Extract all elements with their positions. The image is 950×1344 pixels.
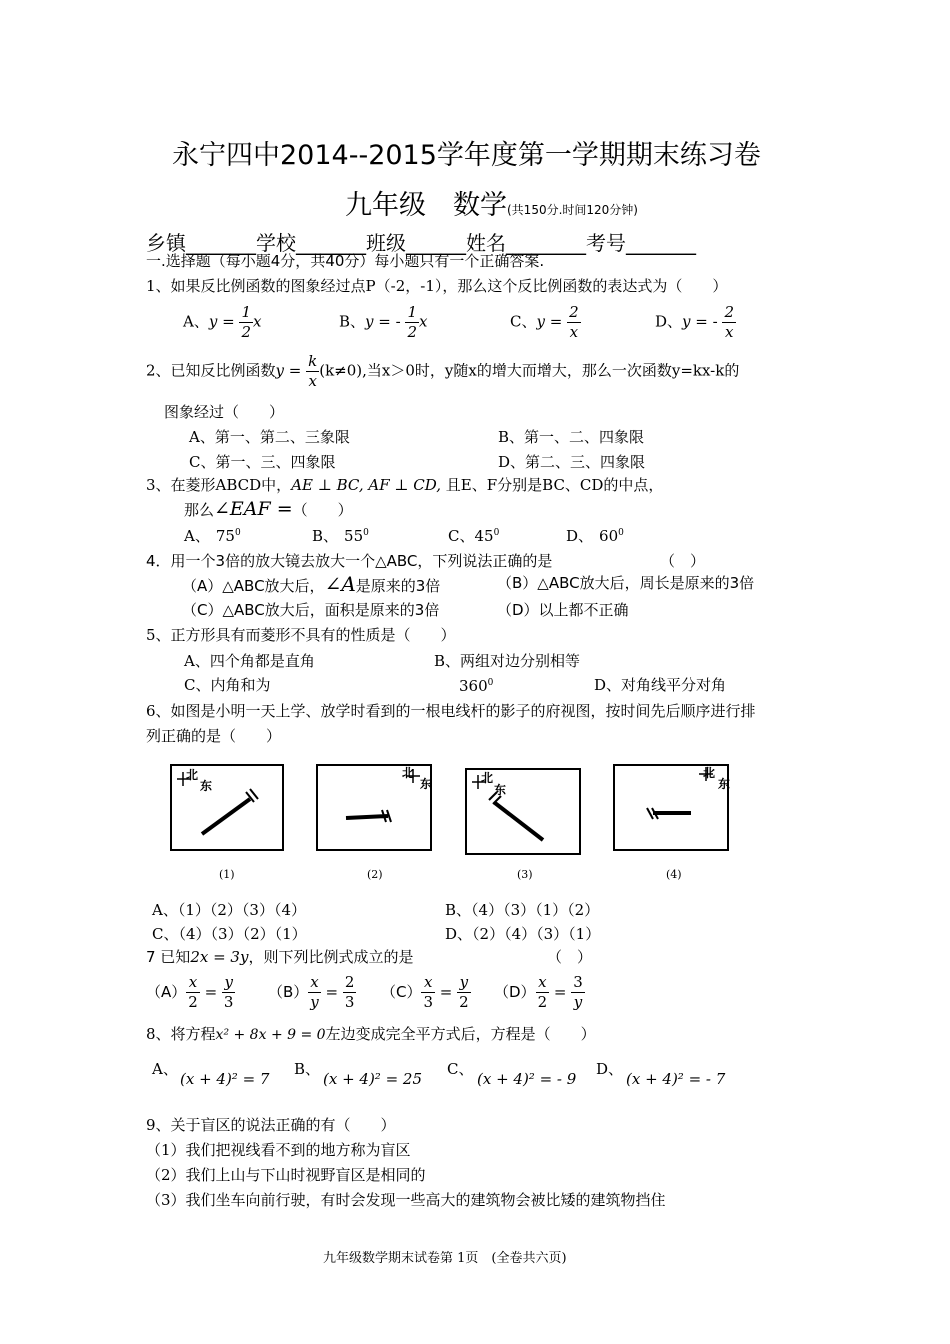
subtitle: [345, 183, 638, 222]
q3-option-a: A、 $75^0$: [184, 527, 241, 545]
section-heading: 一.选择题（每小题4分，共40分）每小题只有一个正确答案.: [146, 252, 545, 270]
question-3-stem: 3、在菱形ABCD中，AE ⊥ BC, AF ⊥ CD, 且E、F分别是BC、CD的中点，: [146, 476, 664, 494]
q8-option-a-label: A、: [152, 1060, 178, 1078]
q3-option-b: B、 $55^0$: [312, 527, 369, 545]
q9-statement-1: （1）我们把视线看不到的地方称为盲区: [146, 1141, 411, 1159]
question-7-stem: 7 已知2x = 3y，则下列比例式成立的是: [146, 948, 414, 966]
east-label: 东: [420, 777, 433, 791]
subtitle-main: 九年级 数学: [345, 190, 507, 221]
shadow-figure-2: [316, 764, 436, 854]
q6-option-d: D、（2）（4）（3）（1）: [445, 925, 601, 943]
north-label: 北: [703, 766, 716, 780]
q6-option-c: C、（4）（3）（2）（1）: [152, 925, 307, 943]
q5-option-c: C、内角和为: [184, 676, 271, 694]
q7-option-d: （D） $\frac{x}{2}$ = $\frac{3}{y}$: [494, 973, 583, 1011]
question-3-line2: 那么∠EAF =（ ）: [184, 498, 353, 520]
q4-option-c: （C）△ABC放大后，面积是原来的3倍: [182, 601, 440, 619]
question-7-paren: （ ）: [547, 948, 593, 966]
q5-option-d: D、对角线平分对角: [594, 676, 727, 694]
q5-option-a: A、四个角都是直角: [184, 652, 315, 670]
q8-option-d-label: D、: [596, 1060, 624, 1078]
q6-option-a: A、（1）（2）（3）（4）: [152, 901, 307, 919]
q8-option-b: (x + 4)² = 25: [323, 1070, 423, 1088]
subtitle-note: (共150分.时间120分钟): [507, 203, 638, 217]
q1-option-b: B、y = - $\frac{1}{2}$ x: [339, 303, 428, 341]
question-9-stem: 9、关于盲区的说法正确的有（ ）: [146, 1116, 396, 1134]
q8-option-d: (x + 4)² = - 7: [626, 1070, 726, 1088]
north-label: 北: [402, 766, 415, 780]
question-2-stem: 2、已知反比例函数y = $\frac{k}{x}$ (k≠0),当x＞0时，y随x的增大而增大，那么一次函数y=kx-k的: [146, 352, 740, 390]
question-5-stem: 5、正方形具有而菱形不具有的性质是（ ）: [146, 626, 456, 644]
page-title: 永宁四中2014--2015学年度第一学期期末练习卷: [172, 140, 761, 171]
question-6-line2: 列正确的是（ ）: [146, 727, 282, 745]
east-label: 东: [200, 779, 213, 793]
question-4-stem: 4．用一个3倍的放大镜去放大一个△ABC，下列说法正确的是: [146, 552, 553, 570]
q3-option-d: D、 $60^0$: [566, 527, 624, 545]
q2-option-c: C、第一、三、四象限: [189, 453, 336, 471]
q2-option-b: B、第一、二、四象限: [498, 428, 645, 446]
east-label: 东: [718, 777, 731, 791]
figure-caption-3: (3): [517, 868, 533, 881]
question-8-stem: 8、将方程x² + 8x + 9 = 0左边变成完全平方式后，方程是（ ）: [146, 1025, 596, 1043]
question-6-line1: 6、如图是小明一天上学、放学时看到的一根电线杆的影子的府视图，按时间先后顺序进行排: [146, 702, 756, 720]
q8-option-c: (x + 4)² = - 9: [477, 1070, 577, 1088]
q4-option-a: （A）△ABC放大后，∠A是原来的3倍: [182, 572, 441, 596]
q6-option-b: B、（4）（3）（1）（2）: [445, 901, 600, 919]
student-info-line: 乡镇_______学校_______班级______姓名________考号_______: [146, 231, 696, 255]
q4-option-d: （D）以上都不正确: [497, 601, 629, 619]
q9-statement-2: （2）我们上山与下山时视野盲区是相同的: [146, 1166, 426, 1184]
question-1-stem: 1、如果反比例函数的图象经过点P（-2，-1），那么这个反比例函数的表达式为（ ）: [146, 277, 728, 295]
q2-option-a: A、第一、第二、三象限: [189, 428, 350, 446]
q7-option-a: （A） $\frac{x}{2}$ = $\frac{y}{3}$: [146, 973, 234, 1011]
question-2-line2: 图象经过（ ）: [164, 403, 285, 421]
q8-option-c-label: C、: [447, 1060, 474, 1078]
q4-option-b: （B）△ABC放大后，周长是原来的3倍: [497, 574, 755, 592]
q5-option-b: B、两组对边分别相等: [434, 652, 581, 670]
q3-option-c: C、$45^0$: [448, 527, 500, 545]
page-footer: 九年级数学期末试卷第 1页 (全卷共六页): [323, 1251, 567, 1266]
figure-caption-2: (2): [367, 868, 383, 881]
q1-option-d: D、y = - $\frac{2}{x}$: [655, 303, 735, 341]
q7-option-b: （B） $\frac{x}{y}$ = $\frac{2}{3}$: [268, 973, 355, 1011]
q8-option-a: (x + 4)² = 7: [180, 1070, 270, 1088]
question-4-paren: （ ）: [660, 552, 706, 570]
east-label: 东: [494, 783, 507, 797]
q9-statement-3: （3）我们坐车向前行驶，有时会发现一些高大的建筑物会被比矮的建筑物挡住: [146, 1191, 666, 1209]
q7-option-c: （C） $\frac{x}{3}$ = $\frac{y}{2}$: [381, 973, 469, 1011]
q2-option-d: D、第二、三、四象限: [498, 453, 646, 471]
north-label: 北: [481, 771, 494, 785]
north-label: 北: [186, 768, 199, 782]
q1-option-a: A、y = $\frac{1}{2}$ x: [183, 303, 262, 341]
q5-option-c-value: $360^0$: [459, 677, 494, 695]
q8-option-b-label: B、: [294, 1060, 321, 1078]
q1-option-c: C、y = $\frac{2}{x}$: [510, 303, 579, 341]
figure-caption-1: (1): [219, 868, 235, 881]
figure-caption-4: (4): [666, 868, 682, 881]
